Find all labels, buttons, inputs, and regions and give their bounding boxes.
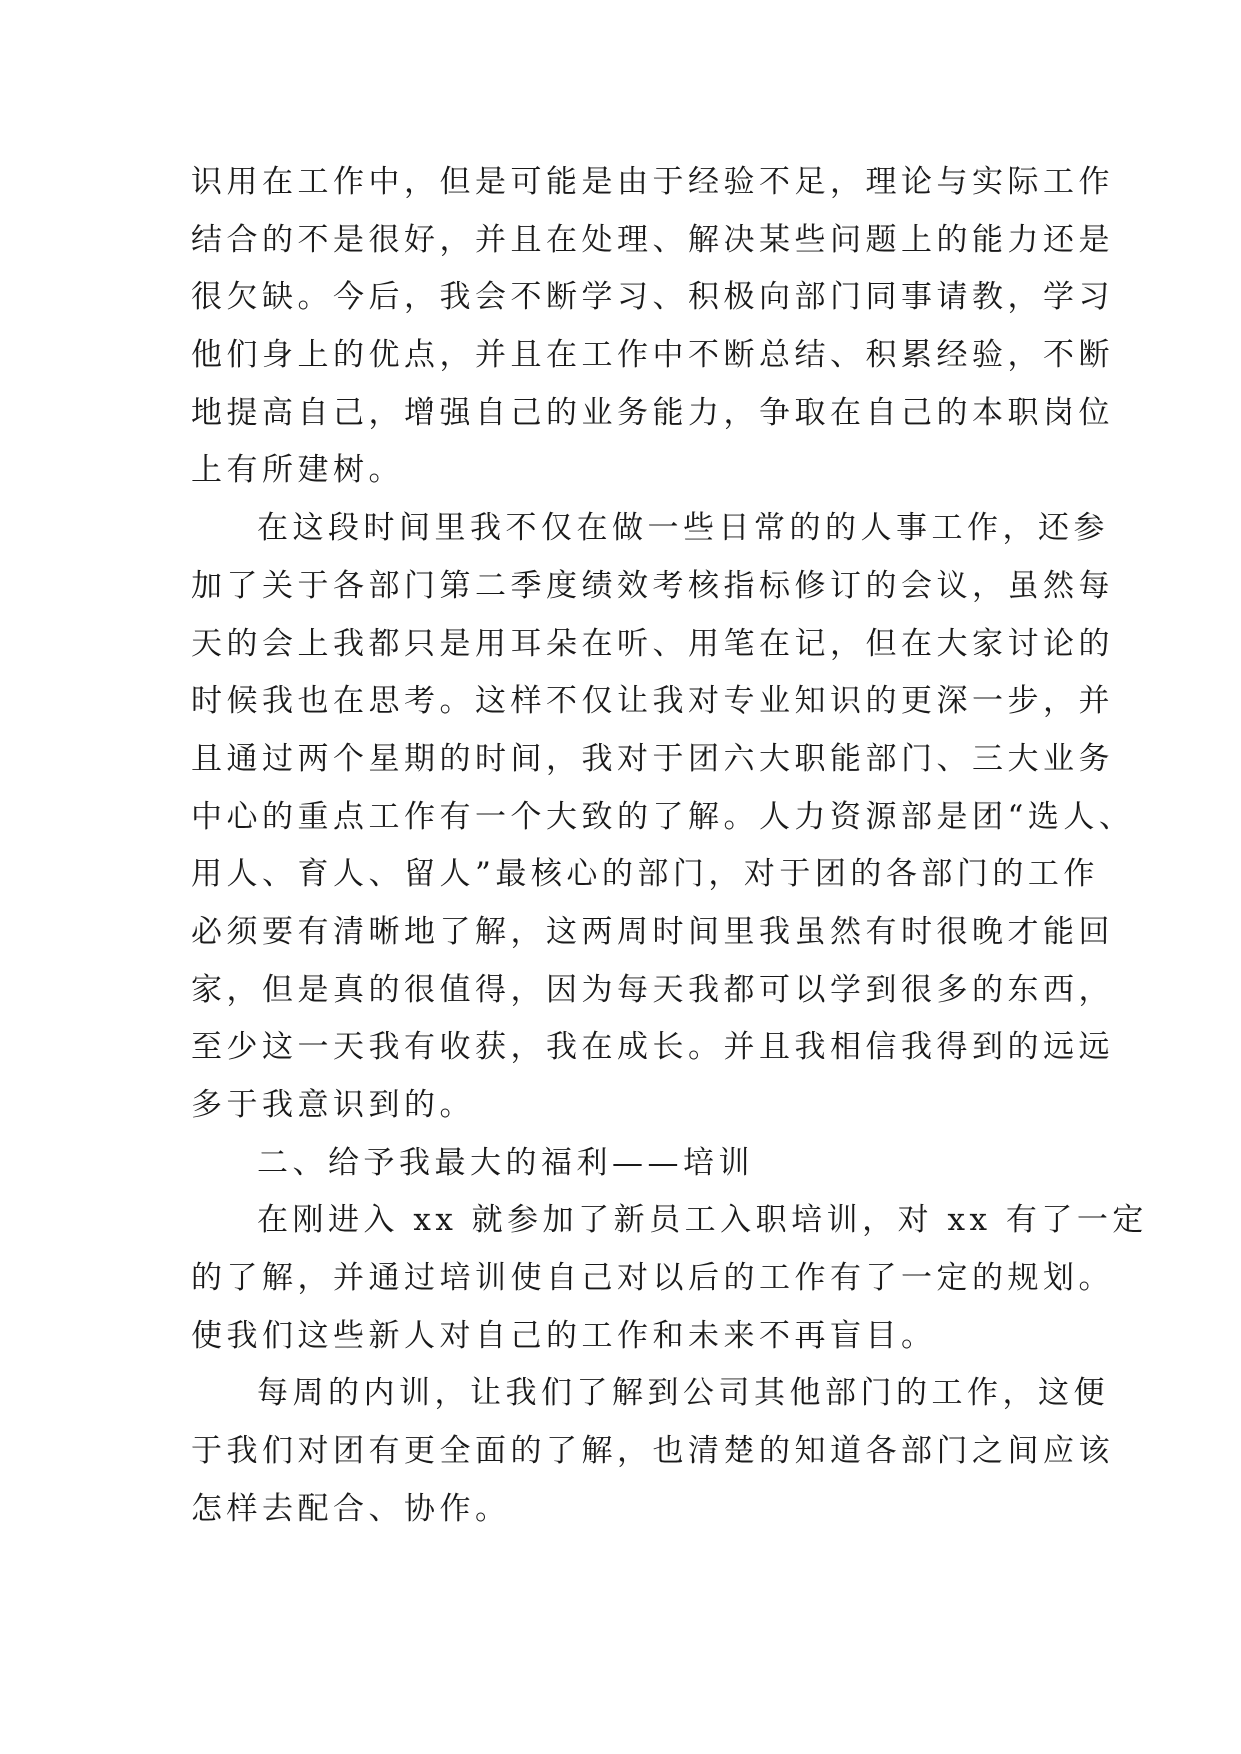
text-line: 他们身上的优点，并且在工作中不断总结、积累经验，不断 [191, 337, 1114, 374]
text-line: 结合的不是很好，并且在处理、解决某些问题上的能力还是 [191, 221, 1114, 258]
text-line: 用人、育人、留人”最核心的部门，对于团的各部门的工作 [191, 856, 1099, 893]
text-line: 于我们对团有更全面的了解，也清楚的知道各部门之间应该 [191, 1433, 1114, 1470]
text-line: 时候我也在思考。这样不仅让我对专业知识的更深一步，并 [191, 683, 1114, 720]
text-line: 在这段时间里我不仅在做一些日常的的人事工作，还参 [257, 510, 1109, 547]
text-line: 每周的内训，让我们了解到公司其他部门的工作，这便 [257, 1375, 1109, 1412]
text-line: 天的会上我都只是用耳朵在听、用笔在记，但在大家讨论的 [191, 625, 1114, 662]
text-line: 至少这一天我有收获，我在成长。并且我相信我得到的远远 [191, 1029, 1114, 1066]
text-line: 使我们这些新人对自己的工作和未来不再盲目。 [191, 1317, 937, 1354]
text-line: 地提高自己，增强自己的业务能力，争取在自己的本职岗位 [191, 394, 1114, 431]
text-line: 加了关于各部门第二季度绩效考核指标修订的会议，虽然每 [191, 567, 1114, 604]
text-line: 在刚进入 xx 就参加了新员工入职培训，对 xx 有了一定 [257, 1202, 1148, 1239]
text-line: 必须要有清晰地了解，这两周时间里我虽然有时很晚才能回 [191, 913, 1114, 950]
text-line: 多于我意识到的。 [191, 1087, 475, 1123]
text-line: 识用在工作中，但是可能是由于经验不足，理论与实际工作 [191, 164, 1114, 200]
text-line: 且通过两个星期的时间，我对于团六大职能部门、三大业务 [191, 740, 1114, 777]
text-line: 家，但是真的很值得，因为每天我都可以学到很多的东西， [191, 971, 1114, 1008]
text-line: 上有所建树。 [191, 452, 404, 489]
text-line: 中心的重点工作有一个大致的了解。人力资源部是团“选人、 [191, 798, 1135, 835]
text-line: 怎样去配合、协作。 [191, 1490, 511, 1527]
text-line: 的了解，并通过培训使自己对以后的工作有了一定的规划。 [191, 1260, 1114, 1297]
text-line: 很欠缺。今后，我会不断学习、积极向部门同事请教，学习 [191, 279, 1114, 316]
section-heading: 二、给予我最大的福利——培训 [257, 1144, 754, 1181]
document-body [191, 154, 1148, 1539]
